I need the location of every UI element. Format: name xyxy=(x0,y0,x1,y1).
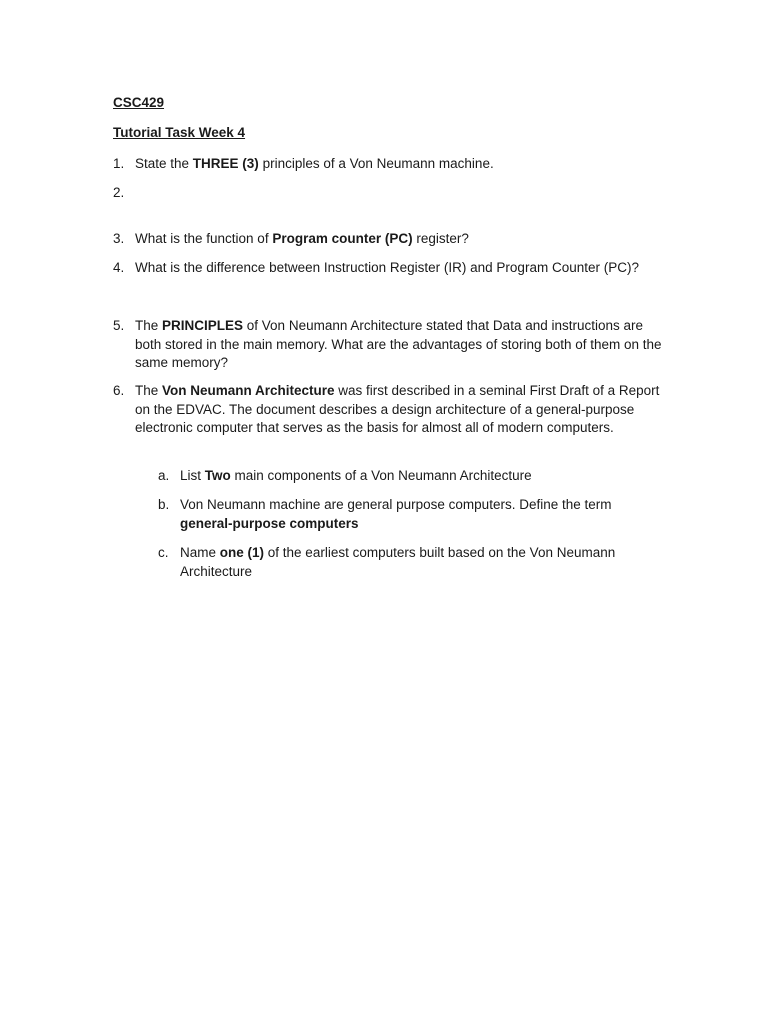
subquestion-item xyxy=(158,467,658,486)
subquestion-item xyxy=(158,544,658,581)
question-text: What is the function of Program counter (PC) register? xyxy=(135,231,469,246)
question-number: 6. xyxy=(113,383,125,398)
subquestion-text: Von Neumann machine are general purpose computers. Define the term general-purpose computers xyxy=(180,497,612,531)
subquestion-text: Name one (1) of the earliest computers built based on the Von Neumann Architecture xyxy=(180,545,616,579)
question-number: 2. xyxy=(113,185,125,200)
question-number: 3. xyxy=(113,231,125,246)
subquestion-letter: a. xyxy=(158,468,170,483)
document-title: Tutorial Task Week 4 xyxy=(113,125,246,140)
question-item xyxy=(113,155,673,174)
subquestion-letter: c. xyxy=(158,545,169,560)
subquestion-letter: b. xyxy=(158,497,170,512)
question-item xyxy=(113,382,673,438)
question-item xyxy=(113,259,673,278)
question-text: What is the difference between Instruction Register (IR) and Program Counter (PC)? xyxy=(135,260,639,275)
question-text: The PRINCIPLES of Von Neumann Architecture stated that Data and instructions are both stored in the main memory. What are the advantages of storing both of them on the same memory? xyxy=(135,318,662,370)
question-number: 5. xyxy=(113,318,125,333)
course-code: CSC429 xyxy=(113,95,165,110)
question-number: 4. xyxy=(113,260,125,275)
question-text: The Von Neumann Architecture was first described in a seminal First Draft of a Report on the EDVAC. The document describes a design architecture of a general-purpose electronic computer that serves as the basis for almost all of modern computers. xyxy=(135,383,660,435)
question-item xyxy=(113,317,673,373)
question-item xyxy=(113,230,673,249)
subquestion-text: List Two main components of a Von Neumann Architecture xyxy=(180,468,532,483)
question-number: 1. xyxy=(113,156,125,171)
subquestion-item xyxy=(158,496,658,533)
question-text: State the THREE (3) principles of a Von Neumann machine. xyxy=(135,156,494,171)
